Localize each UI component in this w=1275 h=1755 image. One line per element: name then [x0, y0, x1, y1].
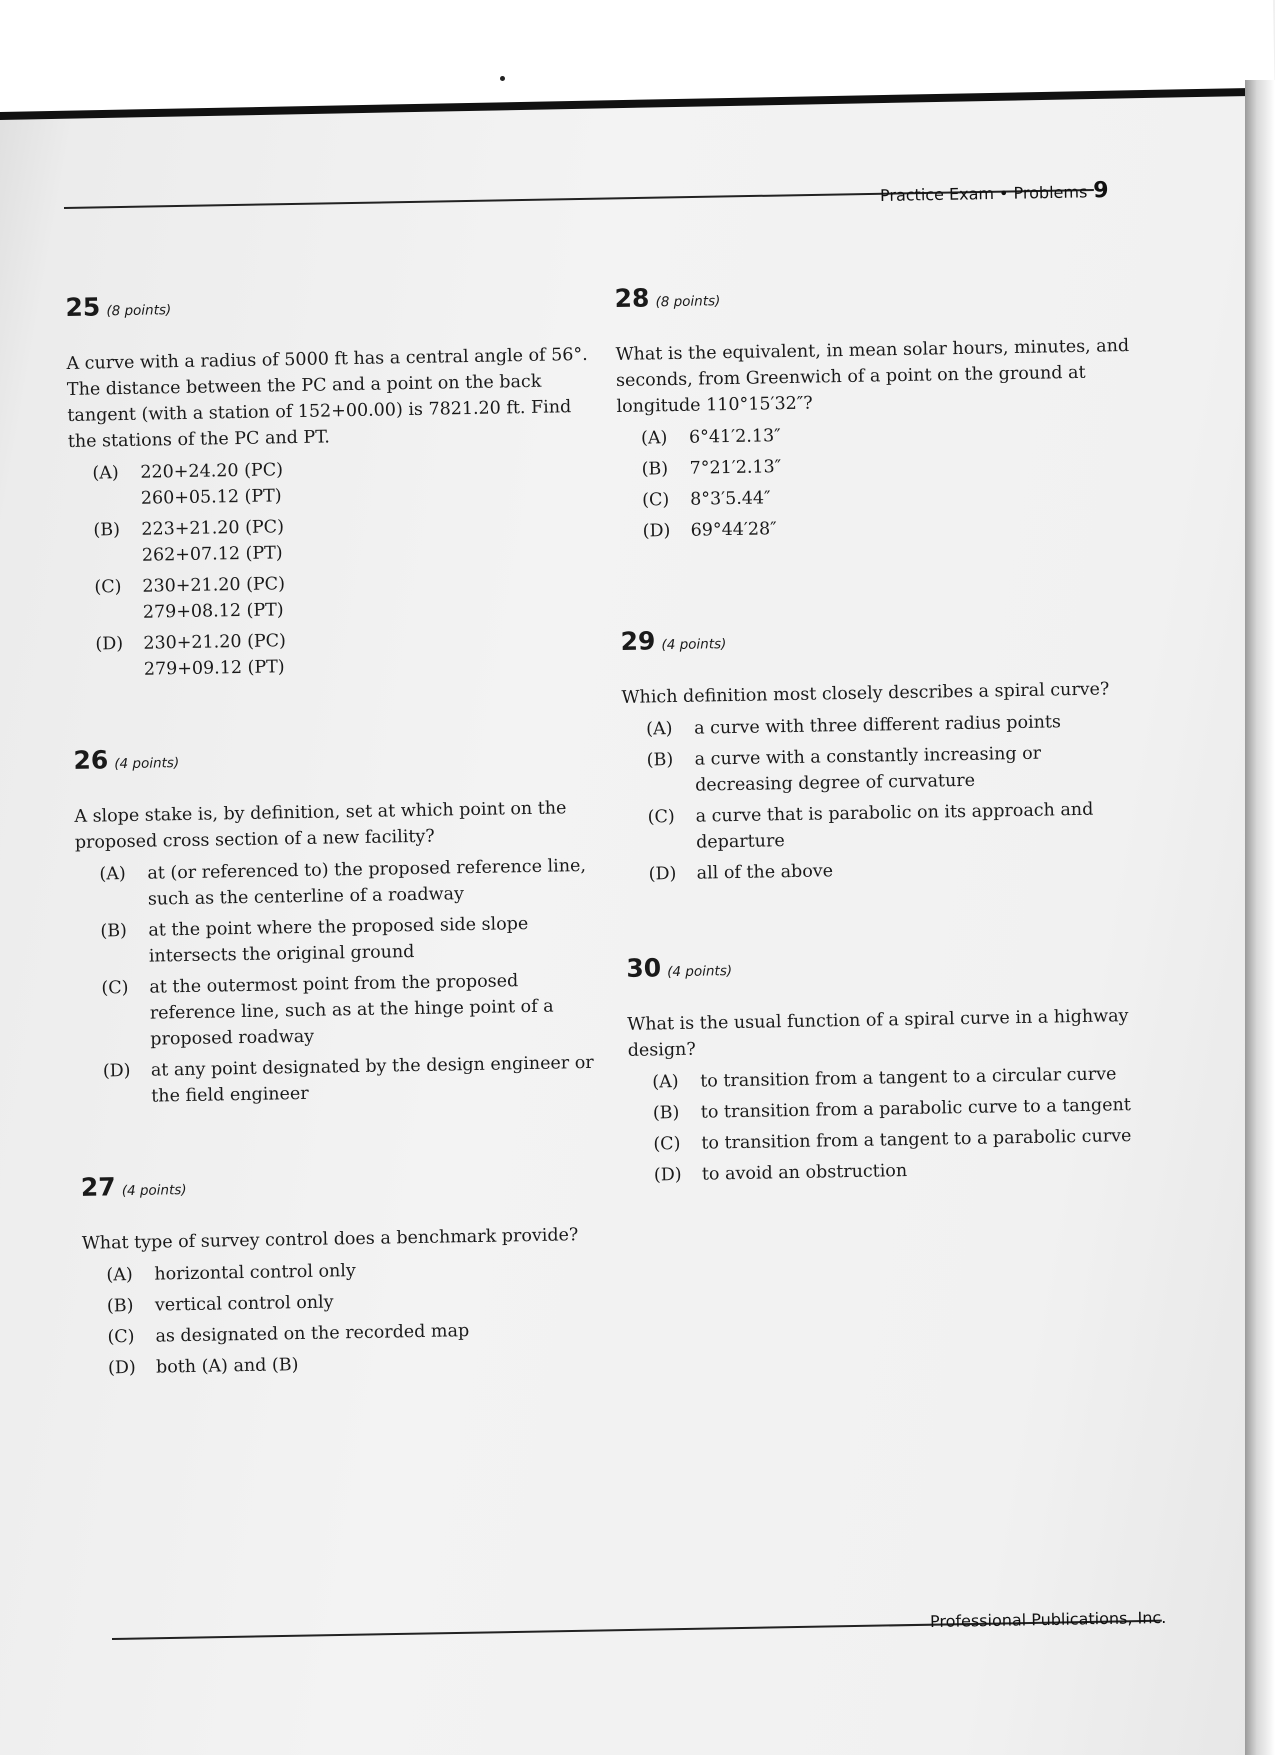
- question-header: [626, 947, 1146, 986]
- question-header: [614, 277, 1134, 316]
- option-b: [641, 448, 1137, 483]
- option-b: [93, 509, 600, 570]
- option-label: (D): [648, 864, 677, 885]
- question-points: (4 points): [114, 755, 180, 773]
- question-stem: A slope stake is, by definition, set at which point on the proposed cross section of a new facility?: [74, 798, 567, 853]
- option-d: [103, 1050, 610, 1111]
- question-points: (4 points): [667, 963, 733, 981]
- page-right-shadow: [1245, 80, 1275, 1755]
- footer-publisher: Professional Publications, Inc.: [929, 1607, 1167, 1632]
- question-26: [73, 739, 609, 1111]
- option-label: (C): [101, 978, 129, 999]
- option-pc: 223+21.20 (PC): [141, 517, 285, 540]
- question-stem: A curve with a radius of 5000 ft has a central angle of 56°. The distance between the PC and a point on the back tangent (with a station of 152+00.00) is 7821.20 ft. Find the stations of the PC and PT.: [66, 344, 588, 452]
- option-c: [647, 796, 1144, 857]
- question-number: 26: [73, 745, 109, 775]
- question-number: 30: [626, 953, 662, 983]
- question-number: 28: [614, 283, 650, 314]
- question-header: [65, 286, 595, 325]
- option-a: [92, 452, 599, 513]
- option-label: (D): [95, 634, 124, 655]
- option-a: [99, 853, 606, 914]
- option-label: (C): [107, 1326, 135, 1348]
- option-label: (C): [653, 1133, 681, 1155]
- question-25: [65, 286, 602, 684]
- running-header: [880, 178, 1109, 207]
- question-number: 25: [65, 292, 101, 323]
- option-b: [107, 1285, 613, 1320]
- option-c: [94, 566, 601, 627]
- question-29: [620, 620, 1144, 888]
- question-27: [81, 1166, 615, 1382]
- right-column: [614, 283, 1150, 1194]
- question-stem: What is the equivalent, in mean solar hours, minutes, and seconds, from Greenwich of a point on the ground at longitude 110°15′32″?: [615, 336, 1130, 417]
- option-text: horizontal control only: [154, 1261, 356, 1285]
- question-header: [73, 739, 603, 778]
- option-label: (B): [641, 459, 669, 480]
- option-label: (A): [92, 463, 119, 484]
- option-d: [654, 1154, 1150, 1189]
- option-c: [653, 1123, 1149, 1158]
- question-header: [81, 1166, 611, 1205]
- option-a: [641, 417, 1137, 452]
- option-pc: 220+24.20 (PC): [140, 460, 284, 483]
- option-text: at (or referenced to) the proposed reference line, such as the centerline of a roadway: [147, 856, 587, 910]
- option-label: (A): [99, 864, 126, 885]
- speck: [500, 76, 505, 81]
- option-text: to avoid an obstruction: [701, 1161, 908, 1185]
- option-d: [642, 510, 1138, 545]
- page-top-shadow: [0, 0, 1275, 120]
- option-text: a curve with three different radius points: [693, 712, 1062, 739]
- option-d: [648, 853, 1144, 888]
- question-number: 29: [620, 626, 656, 656]
- option-text: 69°44′28″: [690, 519, 777, 541]
- option-a: [652, 1061, 1148, 1096]
- option-text: vertical control only: [154, 1292, 334, 1316]
- option-pt: 279+08.12 (PT): [142, 600, 284, 623]
- page-number: 9: [1093, 178, 1109, 204]
- option-label: (B): [106, 1295, 134, 1317]
- option-label: (C): [94, 577, 122, 598]
- question-number: 27: [80, 1172, 116, 1202]
- question-stem: What type of survey control does a benchmark provide?: [81, 1225, 579, 1254]
- question-points: (4 points): [661, 636, 727, 654]
- option-label: (D): [653, 1164, 682, 1186]
- option-label: (B): [93, 520, 121, 541]
- option-label: (B): [646, 750, 674, 771]
- option-c: [107, 1316, 613, 1351]
- option-label: (D): [642, 521, 671, 542]
- option-c: [101, 967, 608, 1054]
- option-label: (A): [106, 1264, 133, 1286]
- option-label: (D): [107, 1357, 136, 1379]
- question-points: (8 points): [106, 302, 172, 320]
- option-label: (B): [652, 1102, 680, 1124]
- option-text: a curve that is parabolic on its approach and departure: [695, 799, 1094, 853]
- option-label: (A): [640, 428, 668, 449]
- option-text: at any point designated by the design engineer or the field engineer: [150, 1052, 594, 1107]
- question-stem: Which definition most closely describes a spiral curve?: [621, 679, 1110, 708]
- option-label: (C): [641, 490, 670, 511]
- header-title: Practice Exam • Problems: [879, 182, 1088, 205]
- option-pt: 279+09.12 (PT): [143, 657, 285, 680]
- question-28: [614, 277, 1138, 545]
- option-label: (A): [652, 1072, 679, 1093]
- option-text: to transition from a parabolic curve to a tangent: [700, 1095, 1132, 1123]
- option-label: (C): [647, 807, 675, 828]
- option-b: [653, 1092, 1149, 1127]
- option-text: at the outermost point from the proposed reference line, such as at the hinge point of a proposed roadway: [149, 971, 554, 1050]
- option-b: [100, 910, 607, 971]
- option-d: [108, 1347, 614, 1382]
- option-pc: 230+21.20 (PC): [143, 631, 287, 654]
- option-d: [95, 623, 602, 684]
- question-header: [620, 620, 1140, 659]
- option-text: as designated on the recorded map: [155, 1321, 470, 1347]
- option-text: 6°41′2.13″: [688, 426, 781, 448]
- question-points: (4 points): [121, 1182, 187, 1200]
- question-30: [626, 947, 1150, 1189]
- question-points: (8 points): [655, 293, 721, 311]
- option-text: at the point where the proposed side slope intersects the original ground: [148, 914, 529, 967]
- option-text: all of the above: [696, 861, 834, 884]
- option-c: [642, 479, 1138, 514]
- left-column: [65, 292, 614, 1387]
- option-label: (A): [645, 719, 673, 740]
- question-stem: What is the usual function of a spiral curve in a highway design?: [627, 1006, 1129, 1061]
- option-text: 7°21′2.13″: [689, 457, 782, 479]
- option-label: (B): [100, 921, 128, 942]
- option-text: to transition from a tangent to a circular curve: [700, 1064, 1117, 1092]
- option-text: both (A) and (B): [155, 1355, 299, 1378]
- option-text: to transition from a tangent to a parabolic curve: [701, 1126, 1132, 1154]
- option-pt: 262+07.12 (PT): [141, 543, 283, 566]
- option-pt: 260+05.12 (PT): [140, 486, 282, 509]
- option-label: (D): [102, 1060, 131, 1082]
- option-text: a curve with a constantly increasing or decreasing degree of curvature: [694, 743, 1042, 796]
- option-a: [646, 708, 1142, 743]
- option-pc: 230+21.20 (PC): [142, 574, 286, 597]
- option-b: [646, 739, 1143, 800]
- option-text: 8°3′5.44″: [689, 488, 771, 510]
- option-a: [106, 1254, 612, 1289]
